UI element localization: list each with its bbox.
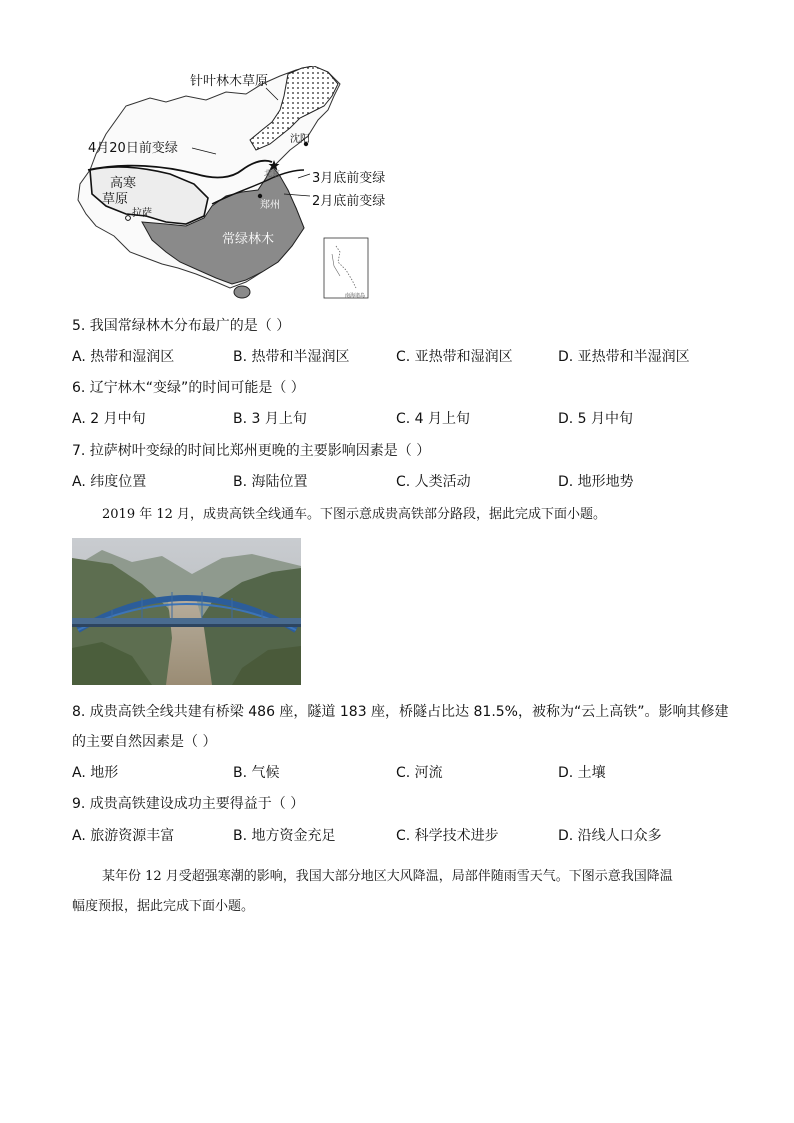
label-march-end: 3月底前变绿	[312, 171, 386, 186]
question-7-option-a: A. 纬度位置	[72, 474, 147, 490]
intro-cold-wave-line1: 某年份 12 月受超强寒潮的影响，我国大部分地区大风降温，局部伴随雨雪天气。下图示意我国降温	[102, 869, 673, 884]
label-gaohan: 高寒	[110, 176, 137, 191]
intro-cold-wave-line2: 幅度预报，据此完成下面小题。	[72, 899, 255, 914]
question-9-option-a: A. 旅游资源丰富	[72, 828, 175, 844]
question-8-stem-line1: 8. 成贵高铁全线共建有桥梁 486 座，隧道 183 座，桥隧占比达 81.5%，被称为“云上高铁”。影响其修建	[72, 704, 729, 720]
label-nanhai: 南海诸岛	[345, 293, 366, 299]
label-zhengzhou: 郑州	[260, 200, 280, 211]
question-5-stem: 5. 我国常绿林木分布最广的是（ ）	[72, 318, 291, 334]
question-9-option-c: C. 科学技术进步	[396, 828, 499, 844]
intro-chenggui: 2019 年 12 月，成贵高铁全线通车。下图示意成贵高铁部分路段，据此完成下面小题。	[102, 507, 607, 522]
question-6-option-b: B. 3 月上旬	[233, 411, 307, 427]
label-lasa: 拉萨	[132, 208, 152, 219]
label-april20: 4月20日前变绿	[88, 141, 178, 156]
question-5-option-c: C. 亚热带和湿润区	[396, 349, 513, 365]
question-7-option-d: D. 地形地势	[558, 474, 634, 490]
question-9-option-b: B. 地方资金充足	[233, 828, 336, 844]
label-shenyang: 沈阳	[290, 134, 310, 145]
question-6-option-d: D. 5 月中旬	[558, 411, 634, 427]
bridge-photo	[72, 538, 301, 685]
question-8-option-d: D. 土壤	[558, 765, 606, 781]
label-caoyuan: 草原	[102, 192, 129, 207]
question-6-option-a: A. 2 月中旬	[72, 411, 146, 427]
question-8-stem-line2: 的主要自然因素是（ ）	[72, 734, 217, 750]
hainan-island	[234, 286, 250, 298]
map-figure	[66, 66, 396, 306]
question-6-stem: 6. 辽宁林木“变绿”的时间可能是（ ）	[72, 380, 305, 396]
label-coniferous-steppe: 针叶林木草原	[190, 74, 269, 89]
question-9-stem: 9. 成贵高铁建设成功主要得益于（ ）	[72, 796, 305, 812]
nanhai-inset	[324, 238, 368, 298]
question-7-option-b: B. 海陆位置	[233, 474, 308, 490]
question-5-option-b: B. 热带和半湿润区	[233, 349, 350, 365]
bridge-deck	[72, 618, 301, 624]
question-9-option-d: D. 沿线人口众多	[558, 828, 662, 844]
question-8-option-b: B. 气候	[233, 765, 280, 781]
label-evergreen: 常绿林木	[222, 232, 275, 247]
question-7-stem: 7. 拉萨树叶变绿的时间比郑州更晚的主要影响因素是（ ）	[72, 443, 431, 459]
label-beijing: 北京	[264, 169, 280, 178]
question-5-option-d: D. 亚热带和半湿润区	[558, 349, 690, 365]
question-8-option-c: C. 河流	[396, 765, 443, 781]
question-8-option-a: A. 地形	[72, 765, 119, 781]
label-feb-end: 2月底前变绿	[312, 194, 386, 209]
question-7-option-c: C. 人类活动	[396, 474, 471, 490]
city-dot-icon	[126, 216, 131, 221]
question-6-option-c: C. 4 月上旬	[396, 411, 471, 427]
question-5-option-a: A. 热带和湿润区	[72, 349, 175, 365]
